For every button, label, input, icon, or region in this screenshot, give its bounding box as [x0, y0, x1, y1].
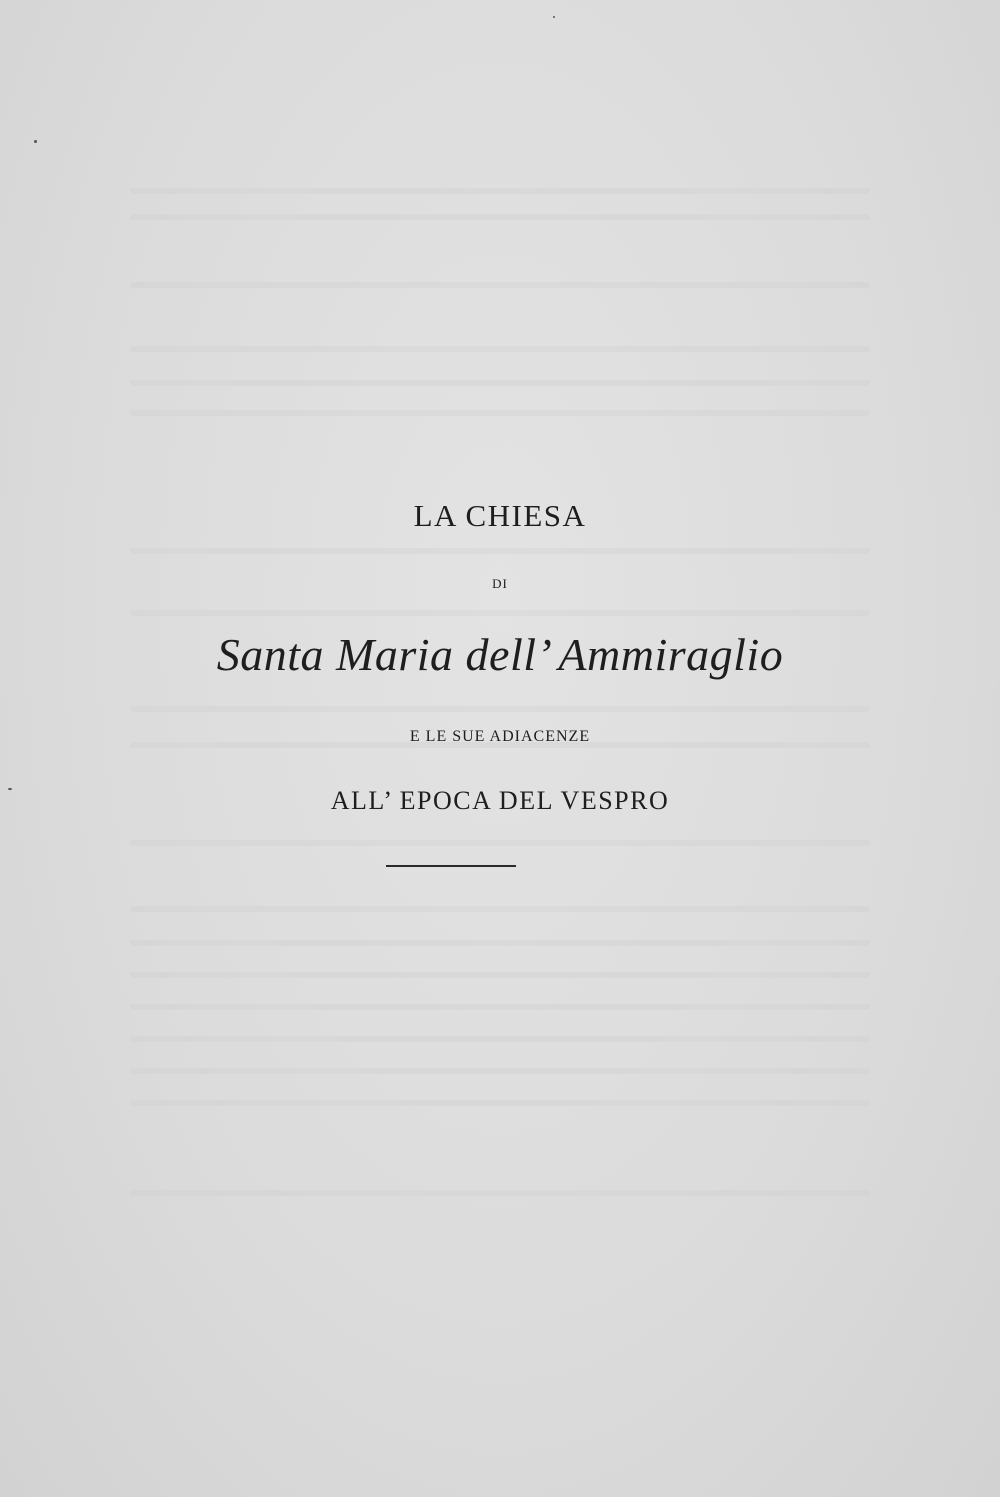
bleed-through-line: [130, 188, 870, 194]
bleed-through-line: [130, 346, 870, 352]
bleed-through-line: [130, 214, 870, 220]
subtitle-epoca-vespro: ALL’ EPOCA DEL VESPRO: [330, 786, 670, 815]
scan-speck: [553, 16, 555, 18]
bleed-through-line: [130, 548, 870, 554]
bleed-through-line: [130, 1190, 870, 1196]
bleed-through-line: [130, 840, 870, 846]
bleed-through-line: [130, 380, 870, 386]
bleed-through-line: [130, 410, 870, 416]
bleed-through-line: [130, 610, 870, 616]
bleed-through-line: [130, 1100, 870, 1106]
bleed-through-line: [130, 706, 870, 712]
scan-speck: [34, 140, 37, 143]
title-la-chiesa: LA CHIESA: [413, 498, 587, 533]
bleed-through-line: [130, 282, 870, 288]
bleed-through-line: [130, 1036, 870, 1042]
bleed-through-line: [130, 1068, 870, 1074]
bleed-through-line: [130, 972, 870, 978]
title-divider-rule: [386, 865, 516, 867]
subtitle-adiacenze: E LE SUE ADIACENZE: [409, 728, 591, 745]
bleed-through-line: [130, 940, 870, 946]
title-di: DI: [492, 576, 508, 591]
title-church-name: Santa Maria dell’ Ammiraglio: [216, 629, 784, 680]
bleed-through-line: [130, 906, 870, 912]
bleed-through-line: [130, 1004, 870, 1010]
